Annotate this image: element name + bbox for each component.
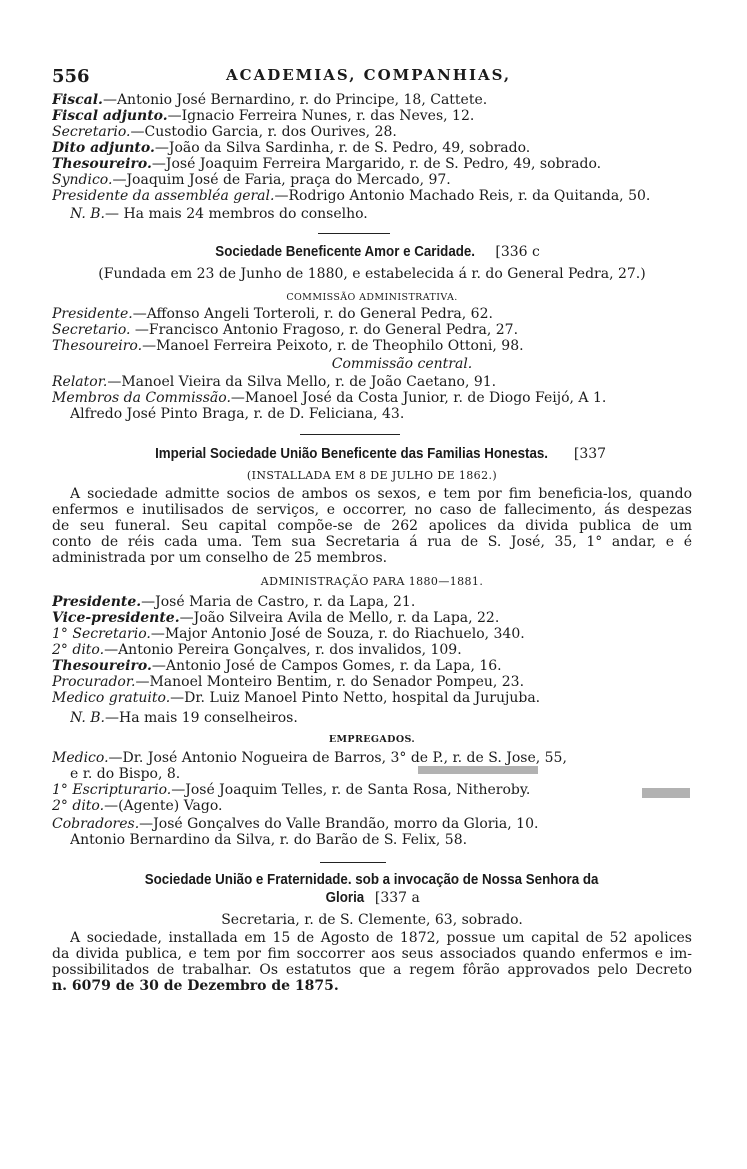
ink-smudge bbox=[642, 788, 690, 798]
entry-line: Thesoureiro.—José Joaquim Ferreira Margarido, r. de S. Pedro, 49, sobrado. bbox=[52, 156, 602, 172]
entry-line: Alfredo José Pinto Braga, r. de D. Feliciana, 43. bbox=[70, 406, 405, 422]
entry-line: Presidente.—Affonso Angeli Torteroli, r. do General Pedra, 62. bbox=[52, 306, 493, 322]
entry-line: Membros da Commissão.—Manoel José da Costa Junior, r. de Diogo Feijó, A 1. bbox=[52, 390, 607, 406]
entry-line: 2° dito.—Antonio Pereira Gonçalves, r. dos invalidos, 109. bbox=[52, 642, 462, 658]
entry-line: Procurador.—Manoel Monteiro Bentim, r. do Senador Pompeu, 23. bbox=[52, 674, 525, 690]
committee-heading: COMMISSÃO ADMINISTRATIVA. bbox=[286, 292, 458, 303]
entry-line: Presidente da assembléa geral.—Rodrigo Antonio Machado Reis, r. da Quitanda, 50. bbox=[52, 188, 651, 204]
installation-note: (INSTALLADA EM 8 DE JULHO DE 1862.) bbox=[246, 469, 498, 482]
entry-line: Fiscal adjunto.—Ignacio Ferreira Nunes, r. das Neves, 12. bbox=[52, 108, 475, 124]
entry-line: Antonio Bernardino da Silva, r. do Barão de S. Felix, 58. bbox=[70, 832, 468, 848]
section-ref: [337 a bbox=[374, 890, 420, 906]
entry-line: Vice-presidente.—João Silveira Avila de Mello, r. da Lapa, 22. bbox=[52, 610, 500, 626]
entry-line: 1° Secretario.—Major Antonio José de Souza, r. do Riachuelo, 340. bbox=[52, 626, 525, 642]
running-title: ACADEMIAS, COMPANHIAS, bbox=[226, 66, 512, 84]
entry-line: Medico gratuito.—Dr. Luiz Manoel Pinto Netto, hospital da Jurujuba. bbox=[52, 690, 541, 706]
entry-line: Medico.—Dr. José Antonio Nogueira de Barros, 3° de P., r. de S. Jose, 55, bbox=[52, 750, 567, 766]
entry-line: Relator.—Manoel Vieira da Silva Mello, r. de João Caetano, 91. bbox=[52, 374, 497, 390]
section-divider bbox=[300, 434, 400, 435]
admin-heading: ADMINISTRAÇÃO PARA 1880—1881. bbox=[260, 575, 484, 588]
paragraph-line: de seu funeral. Seu capital compõe-se de 262 apolices da divida publica de um bbox=[52, 518, 692, 534]
section-divider bbox=[320, 862, 386, 863]
subcommittee-heading: Commissão central. bbox=[331, 356, 473, 372]
section-title: Sociedade Beneficente Amor e Caridade. [336 c bbox=[215, 244, 540, 260]
entry-line: Cobradores.—José Gonçalves do Valle Brandão, morro da Gloria, 10. bbox=[52, 816, 539, 832]
section-ref: [336 c bbox=[495, 244, 540, 260]
founding-note: (Fundada em 23 de Junho de 1880, e estabelecida á r. do General Pedra, 27.) bbox=[98, 266, 646, 282]
paragraph-line: possibilitados de trabalhar. Os estatutos que a regem fôrão approvados pelo Decreto bbox=[52, 962, 692, 978]
ink-smudge bbox=[418, 766, 538, 774]
secretaria-line: Secretaria, r. de S. Clemente, 63, sobrado. bbox=[221, 912, 523, 928]
entry-line: Fiscal.—Antonio José Bernardino, r. do Principe, 18, Cattete. bbox=[52, 92, 488, 108]
entry-line: Thesoureiro.—Antonio José de Campos Gomes, r. da Lapa, 16. bbox=[52, 658, 502, 674]
paragraph-line: A sociedade admitte socios de ambos os sexos, e tem por fim beneficia-los, quando bbox=[70, 486, 692, 502]
entry-line: Secretario. —Francisco Antonio Fragoso, r. do General Pedra, 27. bbox=[52, 322, 519, 338]
entry-line: Syndico.—Joaquim José de Faria, praça do Mercado, 97. bbox=[52, 172, 451, 188]
note-line: N. B.—Ha mais 19 conselheiros. bbox=[70, 710, 298, 726]
note-line: N. B.— Ha mais 24 membros do conselho. bbox=[70, 206, 368, 222]
paragraph-line: administrada por um conselho de 25 membros. bbox=[52, 550, 388, 566]
section-title: Sociedade União e Fraternidade. sob a invocação de Nossa Senhora da bbox=[145, 872, 599, 888]
paragraph-line: enfermos e inutilisados de serviços, e occorrer, no caso de fallecimento, ás despezas bbox=[52, 502, 692, 518]
entry-line: e r. do Bispo, 8. bbox=[70, 766, 181, 782]
section-divider bbox=[318, 233, 390, 234]
paragraph-line: A sociedade, installada em 15 de Agosto de 1872, possue um capital de 52 apolices bbox=[70, 930, 692, 946]
section-ref: [337 bbox=[573, 446, 607, 462]
entry-line: 2° dito.—(Agente) Vago. bbox=[52, 798, 223, 814]
page-number: 556 bbox=[52, 66, 90, 87]
entry-line: Dito adjunto.—João da Silva Sardinha, r. de S. Pedro, 49, sobrado. bbox=[52, 140, 531, 156]
paragraph-line: n. 6079 de 30 de Dezembro de 1875. bbox=[52, 978, 339, 994]
employees-heading: EMPREGADOS. bbox=[328, 734, 416, 745]
entry-line: Presidente.—José Maria de Castro, r. da Lapa, 21. bbox=[52, 594, 416, 610]
entry-line: Thesoureiro.—Manoel Ferreira Peixoto, r. de Theophilo Ottoni, 98. bbox=[52, 338, 524, 354]
entry-line: Secretario.—Custodio Garcia, r. dos Ourives, 28. bbox=[52, 124, 397, 140]
section-title: Gloria [337 a bbox=[325, 890, 420, 906]
paragraph-line: conto de réis cada uma. Tem sua Secretaria á rua de S. José, 35, 1° andar, e é bbox=[52, 534, 692, 550]
entry-line: 1° Escripturario.—José Joaquim Telles, r. de Santa Rosa, Nitheroby. bbox=[52, 782, 531, 798]
section-title: Imperial Sociedade União Beneficente das Familias Honestas. [337 bbox=[154, 446, 607, 462]
paragraph-line: da divida publica, e tem por fim soccorrer aos seus associados quando enfermos e im- bbox=[52, 946, 692, 962]
